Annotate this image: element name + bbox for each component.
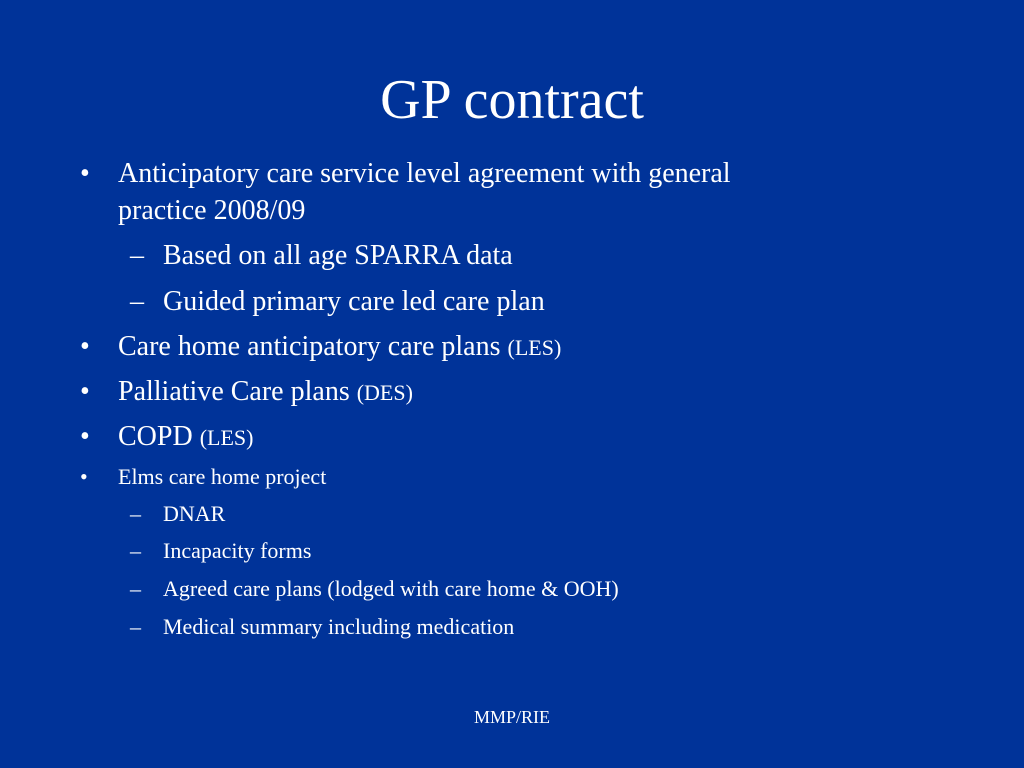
bullet-item-tag: (LES) [507,335,562,360]
bullet-item [118,329,561,366]
bullet-item-text: COPD [118,421,193,452]
bullet-icon: • [80,464,88,489]
bullet-icon: • [80,421,90,452]
bullet-item [118,419,253,456]
sub-bullet-item: Medical summary including medication [163,614,515,639]
bullet-item-continuation: practice 2008/09 [118,195,306,226]
dash-icon: – [130,286,144,317]
dash-icon: – [130,614,141,639]
slide-title: GP contract [380,69,644,131]
bullet-icon: • [80,158,90,189]
dash-icon: – [130,538,141,563]
sub-bullet-item: Agreed care plans (lodged with care home & OOH) [163,576,619,601]
bullet-item [118,374,413,411]
sub-bullet-item: DNAR [163,501,226,526]
bullet-item: Anticipatory care service level agreement with general [118,158,731,189]
dash-icon: – [130,501,141,526]
slide-footer: MMP/RIE [473,707,551,727]
sub-bullet-item: Guided primary care led care plan [163,286,545,317]
dash-icon: – [130,240,144,271]
bullet-icon: • [80,331,90,362]
bullet-item-text: Care home anticipatory care plans [118,331,501,362]
bullet-item-text: Palliative Care plans [118,376,350,407]
bullet-icon: • [80,376,90,407]
sub-bullet-item: Based on all age SPARRA data [163,240,513,271]
sub-bullet-item: Incapacity forms [163,538,312,563]
bullet-item-tag: (DES) [356,380,413,405]
bullet-item-tag: (LES) [199,425,254,450]
dash-icon: – [130,576,141,601]
bullet-item: Elms care home project [118,464,327,489]
